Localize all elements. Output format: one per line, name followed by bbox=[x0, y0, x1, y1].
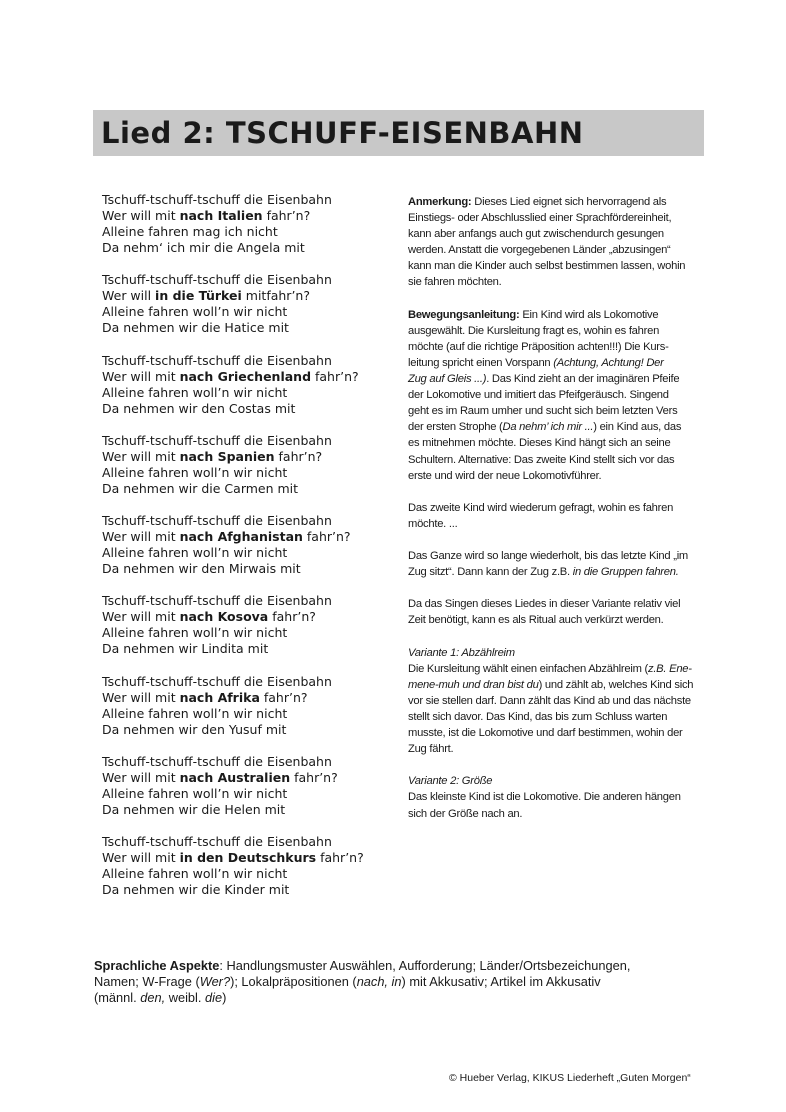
stanza-line: Alleine fahren woll’n wir nicht bbox=[102, 625, 288, 641]
variante1-paragraph: Variante 1: Abzählreim Die Kursleitung wählt einen einfachen Abzählreim (z.B. Ene- mene-muh und dran bist du) und zählt ab, welches Kind sich vor sie stellen darf. Dann zählt das Kind ab und das nächste stellt sich davor. Das Kind, das bis zum Schluss warten musste, ist die Lokomotive und darf bestimmen, wohin der Zug fährt. bbox=[408, 645, 708, 758]
stanza-line: Wer will mit nach Spanien fahr’n? bbox=[102, 448, 323, 464]
stanza-line: Da nehmen wir den Mirwais mit bbox=[102, 561, 301, 577]
stanza-line: Tschuff-tschuff-tschuff die Eisenbahn bbox=[102, 352, 332, 368]
stanza-line: Alleine fahren woll’n wir nicht bbox=[102, 304, 288, 320]
stanza-line: Da nehmen wir die Carmen mit bbox=[102, 480, 299, 496]
bewegung-paragraph: Bewegungsanleitung: Ein Kind wird als Lokomotive ausgewählt. Die Kursleitung fragt es, wohin es fahren möchte (auf die richtige Präposition achten!!!) Die Kurs- leitung spricht einen Vorspann (Achtung, Achtung! Der Zug auf Gleis ...). Das Kind zieht an der imaginären Pfeife der Lokomotive und imitiert das Pfeifgeräusch. Singend geht es im Raum umher und sucht sich beim letzten Vers der ersten Strophe (Da nehm’ ich mir ...) ein Kind aus, das es mitnehmen möchte. Dieses Kind hängt sich an seine Schultern. Alternative: Das zweite Kind stellt sich vor das erste und wird der neue Lokomotivführer. bbox=[408, 308, 682, 482]
stanza-line: Wer will mit in den Deutschkurs fahr’n? bbox=[102, 850, 364, 866]
stanza-line: Tschuff-tschuff-tschuff die Eisenbahn bbox=[102, 754, 332, 770]
stanza-line: Da nehmen wir den Yusuf mit bbox=[102, 721, 287, 737]
destination: nach Australien bbox=[179, 770, 291, 786]
stanza-line: Tschuff-tschuff-tschuff die Eisenbahn bbox=[102, 432, 332, 448]
anmerkung-label: Anmerkung: bbox=[408, 196, 472, 208]
stanza-line: Wer will mit nach Australien fahr’n? bbox=[102, 770, 338, 786]
destination: nach Griechenland bbox=[179, 368, 312, 384]
stanza-line: Tschuff-tschuff-tschuff die Eisenbahn bbox=[102, 513, 332, 529]
destination: nach Spanien bbox=[179, 448, 275, 464]
stanza bbox=[102, 513, 392, 577]
aspects-label: Sprachliche Aspekte bbox=[94, 958, 220, 973]
page-title: Lied 2: TSCHUFF-EISENBAHN bbox=[101, 116, 584, 150]
stanza bbox=[102, 754, 392, 818]
stanza bbox=[102, 433, 392, 497]
stanza-line: Tschuff-tschuff-tschuff die Eisenbahn bbox=[102, 593, 332, 609]
stanza-line: Alleine fahren woll’n wir nicht bbox=[102, 705, 288, 721]
destination: nach Italien bbox=[179, 208, 263, 223]
ganze-paragraph: Das Ganze wird so lange wiederholt, bis das letzte Kind „im Zug sitzt“. Dann kann der Zug z.B. in die Gruppen fahren. bbox=[408, 550, 688, 579]
stanza-line: Wer will mit nach Afrika fahr’n? bbox=[102, 689, 308, 705]
stanza bbox=[102, 834, 392, 898]
stanza bbox=[102, 593, 392, 657]
stanza-line: Alleine fahren woll’n wir nicht bbox=[102, 866, 288, 882]
variante2-title: Variante 2: Größe bbox=[408, 775, 493, 788]
stanza-line: Tschuff-tschuff-tschuff die Eisenbahn bbox=[102, 192, 332, 207]
stanza-line: Wer will mit nach Afghanistan fahr’n? bbox=[102, 529, 351, 545]
destination: nach Afghanistan bbox=[179, 529, 303, 545]
stanza-line: Tschuff-tschuff-tschuff die Eisenbahn bbox=[102, 673, 332, 689]
stanza-line: Tschuff-tschuff-tschuff die Eisenbahn bbox=[102, 272, 332, 288]
anmerkung-paragraph: Anmerkung: Dieses Lied eignet sich hervorragend als Einstiegs- oder Abschlusslied einer Sprachfördereinheit, kann aber anfangs auch gut zwischendurch gesungen werden. Anstatt die vorgegebenen Länder „abzusingen“ kann man die Kinder auch selbst bestimmen lassen, wohin sie fahren möchten. bbox=[408, 196, 686, 289]
singen-paragraph: Da das Singen dieses Liedes in dieser Variante relativ viel Zeit benötigt, kann es als Ritual auch verkürzt werden. bbox=[408, 598, 681, 627]
variante2-paragraph: Variante 2: Größe Das kleinste Kind ist die Lokomotive. Die anderen hängen sich der Größe nach an. bbox=[408, 773, 708, 821]
stanza-line: Wer will mit nach Kosova fahr’n? bbox=[102, 609, 316, 625]
language-aspects: Sprachliche Aspekte: Handlungsmuster Auswählen, Aufforderung; Länder/Ortsbezeichungen, Namen; W-Frage (Wer?); Lokalpräpositionen (nach, in) mit Akkusativ; Artikel im Akkusativ (männl. den, weibl. die) bbox=[94, 958, 631, 1005]
stanza-line: Da nehmen wir die Helen mit bbox=[102, 802, 286, 818]
variante1-title: Variante 1: Abzählreim bbox=[408, 646, 515, 659]
stanza-line: Alleine fahren woll’n wir nicht bbox=[102, 786, 288, 802]
zweite-kind-paragraph: Das zweite Kind wird wiederum gefragt, wohin es fahren möchte. ... bbox=[408, 501, 674, 530]
stanza-line: Tschuff-tschuff-tschuff die Eisenbahn bbox=[102, 834, 332, 850]
stanza-line: Wer will in die Türkei mitfahr’n? bbox=[102, 288, 310, 304]
stanza-line: Alleine fahren mag ich nicht bbox=[102, 224, 278, 239]
destination: in die Türkei bbox=[155, 288, 242, 304]
stanza-line: Wer will mit nach Italien fahr’n? bbox=[102, 208, 311, 223]
stanza bbox=[102, 353, 392, 417]
stanza-line: Alleine fahren woll’n wir nicht bbox=[102, 545, 288, 561]
notes-column bbox=[408, 194, 708, 838]
stanza-line: Da nehmen wir den Costas mit bbox=[102, 400, 296, 416]
stanza-line: Da nehmen wir die Hatice mit bbox=[102, 320, 289, 336]
stanza bbox=[102, 674, 392, 738]
destination: nach Afrika bbox=[179, 689, 260, 705]
song-lyrics bbox=[102, 192, 392, 915]
destination: nach Kosova bbox=[179, 609, 269, 625]
copyright-footer: © Hueber Verlag, KIKUS Liederheft „Guten Morgen“ bbox=[449, 1072, 691, 1084]
stanza-line: Da nehmen wir Lindita mit bbox=[102, 641, 269, 657]
destination: in den Deutschkurs bbox=[179, 850, 317, 866]
stanza-line: Wer will mit nach Griechenland fahr’n? bbox=[102, 368, 359, 384]
stanza-line: Alleine fahren woll’n wir nicht bbox=[102, 464, 288, 480]
stanza-line: Da nehmen wir die Kinder mit bbox=[102, 882, 290, 898]
stanza bbox=[102, 192, 392, 256]
bewegung-label: Bewegungsanleitung: bbox=[408, 308, 520, 321]
stanza bbox=[102, 272, 392, 336]
stanza-line: Da nehm‘ ich mir die Angela mit bbox=[102, 240, 305, 255]
stanza-line: Alleine fahren woll’n wir nicht bbox=[102, 384, 288, 400]
